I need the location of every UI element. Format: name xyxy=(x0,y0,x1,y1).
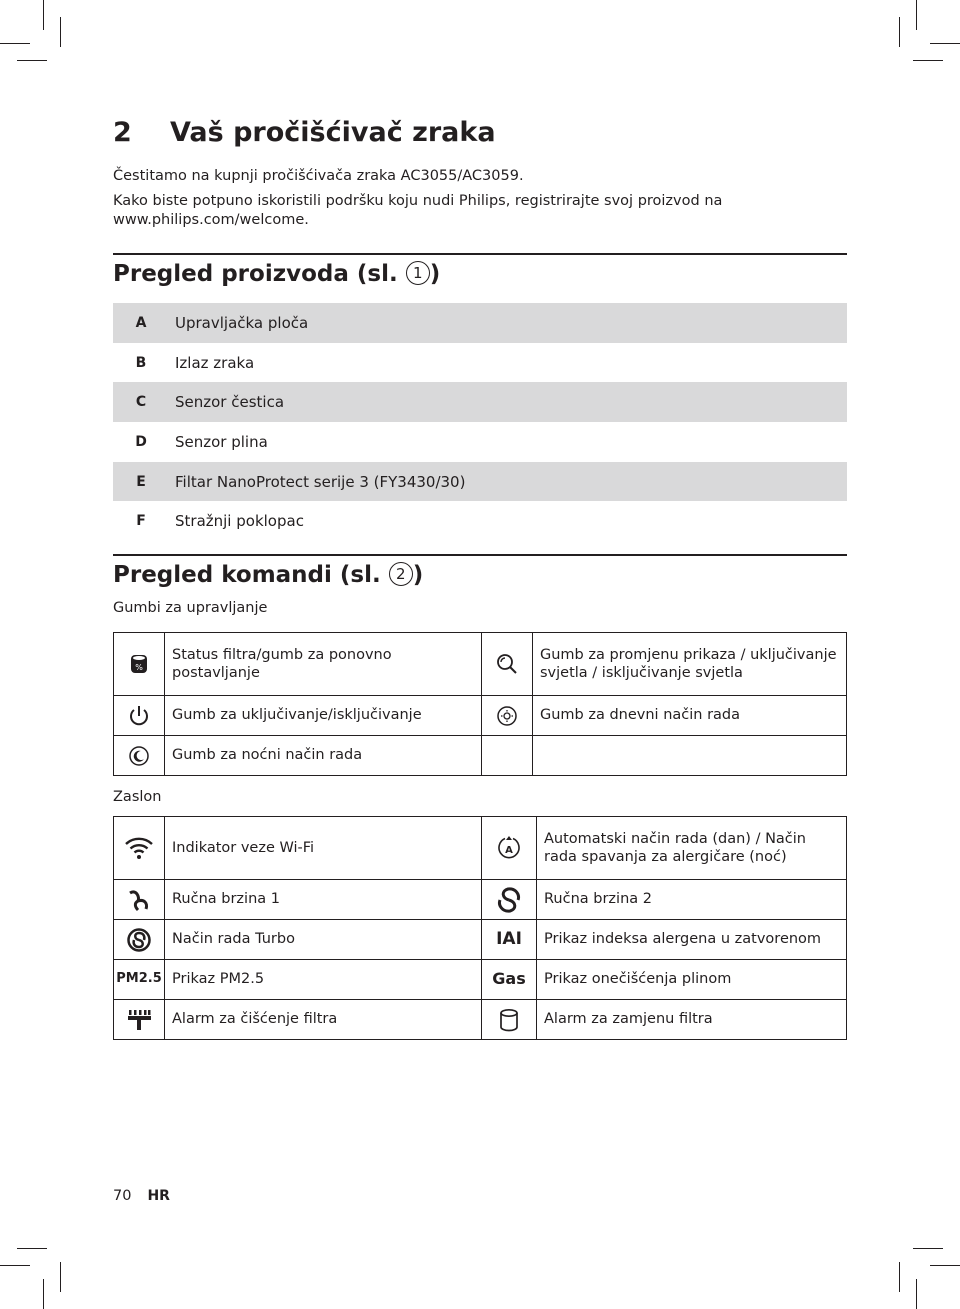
list-item xyxy=(113,462,847,502)
parts-list xyxy=(113,303,847,541)
crop-mark xyxy=(60,1262,61,1292)
controls-overview-title xyxy=(113,562,423,588)
table-cell: Prikaz onečišćenja plinom xyxy=(537,960,847,1000)
crop-mark xyxy=(0,1265,30,1266)
gas-icon: Gas xyxy=(482,960,537,1000)
night-mode-icon xyxy=(114,736,165,776)
controls-overview-title-text: Pregled komandi (sl. xyxy=(113,562,381,588)
page-number: 70 xyxy=(113,1188,132,1204)
intro-paragraph-1: Čestitamo na kupnji pročišćivača zraka AC3055/AC3059. xyxy=(113,168,524,184)
list-item xyxy=(113,303,847,343)
table-row xyxy=(114,633,847,696)
crop-mark xyxy=(43,1279,44,1309)
part-label: Filtar NanoProtect serije 3 (FY3430/30) xyxy=(175,472,466,491)
crop-mark xyxy=(930,43,960,44)
svg-text:A: A xyxy=(505,845,513,856)
list-item xyxy=(113,501,847,541)
empty-cell xyxy=(482,736,533,776)
intro-paragraph-2: Kako biste potpuno iskoristili podršku koju nudi Philips, registrirajte svoj proizvod na www.philips.com/welcome. xyxy=(113,193,723,228)
part-letter: D xyxy=(135,433,147,450)
product-overview-title xyxy=(113,261,440,287)
power-icon xyxy=(114,696,165,736)
speed-2-icon xyxy=(482,880,537,920)
crop-mark xyxy=(899,17,900,47)
section-divider xyxy=(113,253,847,255)
table-cell: Prikaz indeksa alergena u zatvorenom xyxy=(537,920,847,960)
table-cell: Indikator veze Wi-Fi xyxy=(165,817,482,880)
display-subheading: Zaslon xyxy=(113,789,162,805)
table-row xyxy=(114,736,847,776)
filter-status-icon xyxy=(114,633,165,696)
display-table xyxy=(113,816,847,1040)
table-cell: Alarm za zamjenu filtra xyxy=(537,1000,847,1040)
table-row xyxy=(114,1000,847,1040)
chapter-heading xyxy=(113,117,496,148)
table-cell: Gumb za noćni način rada xyxy=(165,736,482,776)
filter-replace-icon xyxy=(482,1000,537,1040)
empty-cell xyxy=(533,736,847,776)
crop-mark xyxy=(916,1279,917,1309)
svg-text:%: % xyxy=(135,663,143,672)
crop-mark xyxy=(0,43,30,44)
title-paren: ) xyxy=(412,562,424,588)
language-code: HR xyxy=(147,1188,170,1204)
display-toggle-icon xyxy=(482,633,533,696)
crop-mark xyxy=(60,17,61,47)
crop-mark xyxy=(899,1262,900,1292)
list-item xyxy=(113,343,847,383)
part-label: Upravljačka ploča xyxy=(175,313,309,332)
table-cell: Gumb za uključivanje/isključivanje xyxy=(165,696,482,736)
filter-clean-icon xyxy=(114,1000,165,1040)
list-item xyxy=(113,422,847,462)
table-row xyxy=(114,920,847,960)
crop-mark xyxy=(43,0,44,30)
turbo-icon xyxy=(114,920,165,960)
crop-mark xyxy=(17,60,47,61)
speed-1-icon xyxy=(114,880,165,920)
table-cell: Ručna brzina 2 xyxy=(537,880,847,920)
table-row xyxy=(114,817,847,880)
part-label: Senzor čestica xyxy=(175,393,285,412)
crop-mark xyxy=(17,1248,47,1249)
table-cell: Ručna brzina 1 xyxy=(165,880,482,920)
day-mode-icon xyxy=(482,696,533,736)
part-letter: F xyxy=(136,513,146,530)
wifi-icon xyxy=(114,817,165,880)
table-cell: Alarm za čišćenje filtra xyxy=(165,1000,482,1040)
table-cell: Prikaz PM2.5 xyxy=(165,960,482,1000)
crop-mark xyxy=(916,0,917,30)
crop-mark xyxy=(913,1248,943,1249)
buttons-subheading: Gumbi za upravljanje xyxy=(113,600,268,616)
buttons-table xyxy=(113,632,847,776)
auto-mode-icon xyxy=(482,817,537,880)
title-paren: ) xyxy=(429,261,441,287)
figure-number-badge: 1 xyxy=(406,261,430,285)
part-letter: A xyxy=(135,314,147,331)
crop-mark xyxy=(930,1265,960,1266)
part-letter: C xyxy=(135,394,147,411)
part-letter: B xyxy=(135,354,147,371)
table-row xyxy=(114,960,847,1000)
list-item xyxy=(113,382,847,422)
table-row xyxy=(114,696,847,736)
table-row xyxy=(114,880,847,920)
page-footer xyxy=(113,1188,170,1204)
part-letter: E xyxy=(136,473,146,490)
part-label: Senzor plina xyxy=(175,432,268,451)
part-label: Stražnji poklopac xyxy=(175,512,304,531)
table-cell: Automatski način rada (dan) / Način rada spavanja za alergičare (noć) xyxy=(537,817,847,880)
table-cell: Gumb za dnevni način rada xyxy=(533,696,847,736)
iai-icon: IAI xyxy=(482,920,537,960)
part-label: Izlaz zraka xyxy=(175,353,255,372)
figure-number-badge: 2 xyxy=(389,562,413,586)
crop-mark xyxy=(913,60,943,61)
table-cell: Gumb za promjenu prikaza / uključivanje svjetla / isključivanje svjetla xyxy=(533,633,847,696)
table-cell: Status filtra/gumb za ponovno postavljanje xyxy=(165,633,482,696)
product-overview-title-text: Pregled proizvoda (sl. xyxy=(113,261,398,287)
chapter-number: 2 xyxy=(113,117,132,148)
pm25-icon: PM2.5 xyxy=(114,960,165,1000)
section-divider xyxy=(113,554,847,556)
table-cell: Način rada Turbo xyxy=(165,920,482,960)
chapter-title: Vaš pročišćivač zraka xyxy=(170,117,496,148)
